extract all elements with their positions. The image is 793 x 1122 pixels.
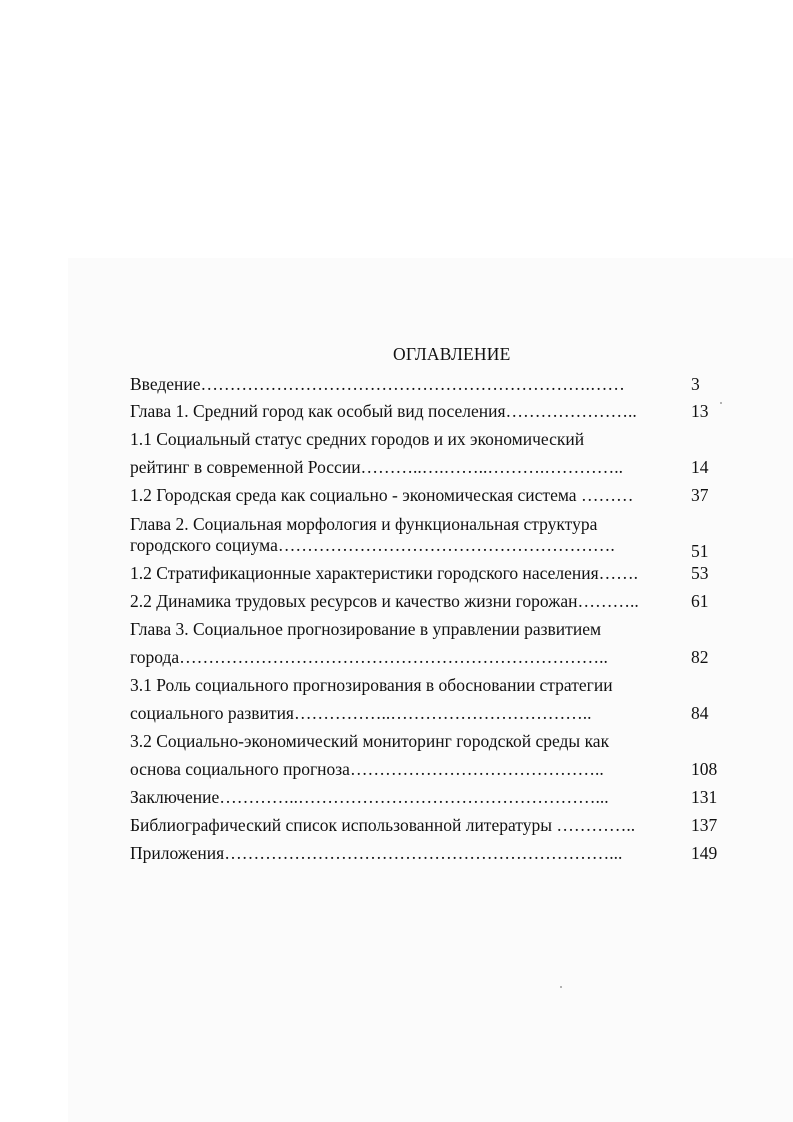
toc-page-number: 131 <box>691 787 718 807</box>
toc-entry-section-3-1-line-2: социального развития……………..…………………………….. <box>130 703 592 723</box>
toc-page-number: 82 <box>691 647 709 667</box>
toc-page-number: 13 <box>691 401 709 421</box>
toc-page-number: 108 <box>691 759 718 779</box>
toc-entry-appendices: Приложения…………………………………………………………... <box>130 843 623 863</box>
toc-entry-section-1-2: 1.2 Городская среда как социально - экономическая система ……… <box>130 485 634 505</box>
toc-entry-conclusion: Заключение…………..……………………………………………... <box>130 787 609 807</box>
toc-entry-chapter-3-line-1: Глава 3. Социальное прогнозирование в управлении развитием <box>130 619 602 639</box>
toc-entry-section-2-1: 1.2 Стратификационные характеристики городского населения……. <box>130 563 639 583</box>
toc-entry-chapter-2-line-2: городского социума…………………………………………………. <box>130 535 615 555</box>
toc-entry-section-1-1-line-2: рейтинг в современной России………..….……..……….………….. <box>130 457 624 477</box>
toc-entry-bibliography: Библиографический список использованной литературы ………….. <box>130 815 636 835</box>
toc-page-number: 51 <box>691 541 709 561</box>
toc-page-number: 14 <box>691 457 709 477</box>
toc-page-number: 137 <box>691 815 718 835</box>
toc-entry-chapter-2-line-1: Глава 2. Социальная морфология и функциональная структура <box>130 514 598 534</box>
scan-speck <box>560 986 562 988</box>
toc-page-number: 53 <box>691 563 709 583</box>
toc-title: ОГЛАВЛЕНИЕ <box>393 344 511 364</box>
toc-entry-introduction: Введение………………………………………………………….…… <box>130 374 625 394</box>
scan-speck <box>720 402 722 404</box>
toc-entry-section-3-2-line-2: основа социального прогноза…………………………………….. <box>130 759 604 779</box>
toc-entry-section-3-2-line-1: 3.2 Социально-экономический мониторинг городской среды как <box>130 731 610 751</box>
toc-entry-section-2-2: 2.2 Динамика трудовых ресурсов и качество жизни горожан……….. <box>130 591 639 611</box>
toc-entry-chapter-3-line-2: города……………………………………………………………….. <box>130 647 608 667</box>
toc-page-number: 3 <box>691 374 700 394</box>
toc-page-number: 149 <box>691 843 718 863</box>
toc-entry-section-1-1-line-1: 1.1 Социальный статус средних городов и их экономический <box>130 429 585 449</box>
toc-entry-chapter-1: Глава 1. Средний город как особый вид поселения………………….. <box>130 401 637 421</box>
toc-page-number: 37 <box>691 485 709 505</box>
toc-page-number: 61 <box>691 591 709 611</box>
toc-entry-section-3-1-line-1: 3.1 Роль социального прогнозирования в обосновании стратегии <box>130 675 613 695</box>
toc-page-number: 84 <box>691 703 709 723</box>
